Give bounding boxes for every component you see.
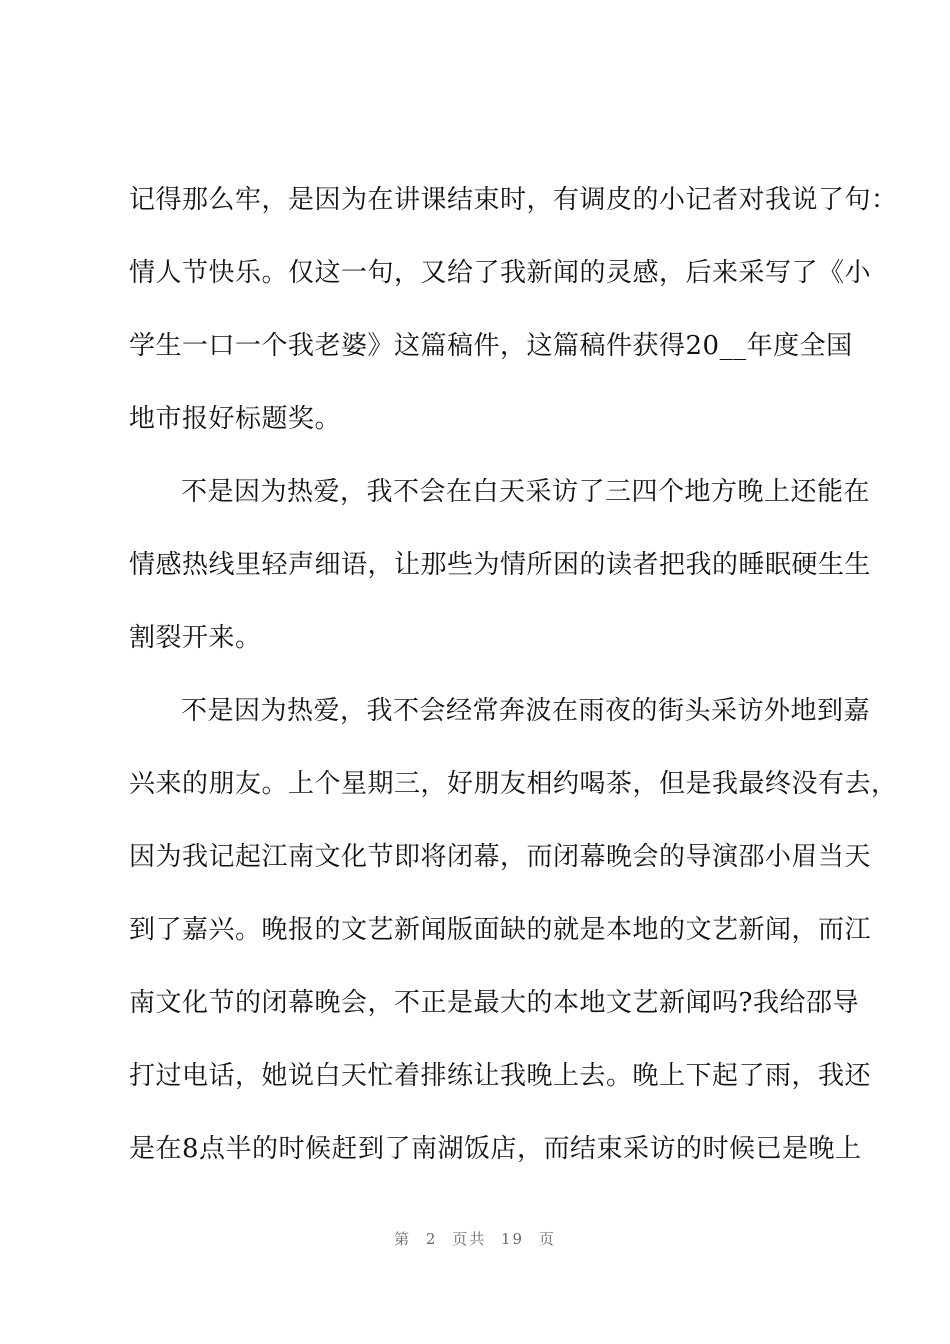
text-line: 是在8点半的时候赶到了南湖饭店，而结束采访的时候已是晚上 <box>129 1134 862 1164</box>
text-line: 情人节快乐。仅这一句，又给了我新闻的灵感，后来采写了《小 <box>129 258 872 288</box>
footer-label: 第 <box>394 1230 412 1248</box>
text-line: 打过电话，她说白天忙着排练让我晚上去。晚上下起了雨，我还 <box>129 1061 872 1091</box>
text-line: 割裂开来。 <box>129 623 262 653</box>
paragraph-first-line: 不是因为热爱，我不会在白天采访了三四个地方晚上还能在 <box>181 477 871 507</box>
text-line: 到了嘉兴。晚报的文艺新闻版面缺的就是本地的文艺新闻，而江 <box>129 915 872 945</box>
paragraph-first-line: 不是因为热爱，我不会经常奔波在雨夜的街头采访外地到嘉 <box>181 696 871 726</box>
footer-label: 页 <box>538 1230 556 1248</box>
footer-label: 页共 <box>452 1230 487 1248</box>
text-line: 情感热线里轻声细语，让那些为情所困的读者把我的睡眠硬生生 <box>129 550 872 580</box>
text-line: 因为我记起江南文化节即将闭幕，而闭幕晚会的导演邵小眉当天 <box>129 842 872 872</box>
text-line: 兴来的朋友。上个星期三，好朋友相约喝茶，但是我最终没有去， <box>129 769 898 799</box>
text-line: 地市报好标题奖。 <box>129 404 342 434</box>
text-line: 南文化节的闭幕晚会，不正是最大的本地文艺新闻吗?我给邵导 <box>129 988 859 1018</box>
current-page-number: 2 <box>425 1230 438 1248</box>
text-line: 学生一口一个我老婆》这篇稿件，这篇稿件获得20__年度全国 <box>129 331 853 361</box>
text-line: 记得那么牢，是因为在讲课结束时，有调皮的小记者对我说了句： <box>129 185 898 215</box>
total-pages-number: 19 <box>501 1230 525 1248</box>
page-footer <box>0 1228 950 1249</box>
